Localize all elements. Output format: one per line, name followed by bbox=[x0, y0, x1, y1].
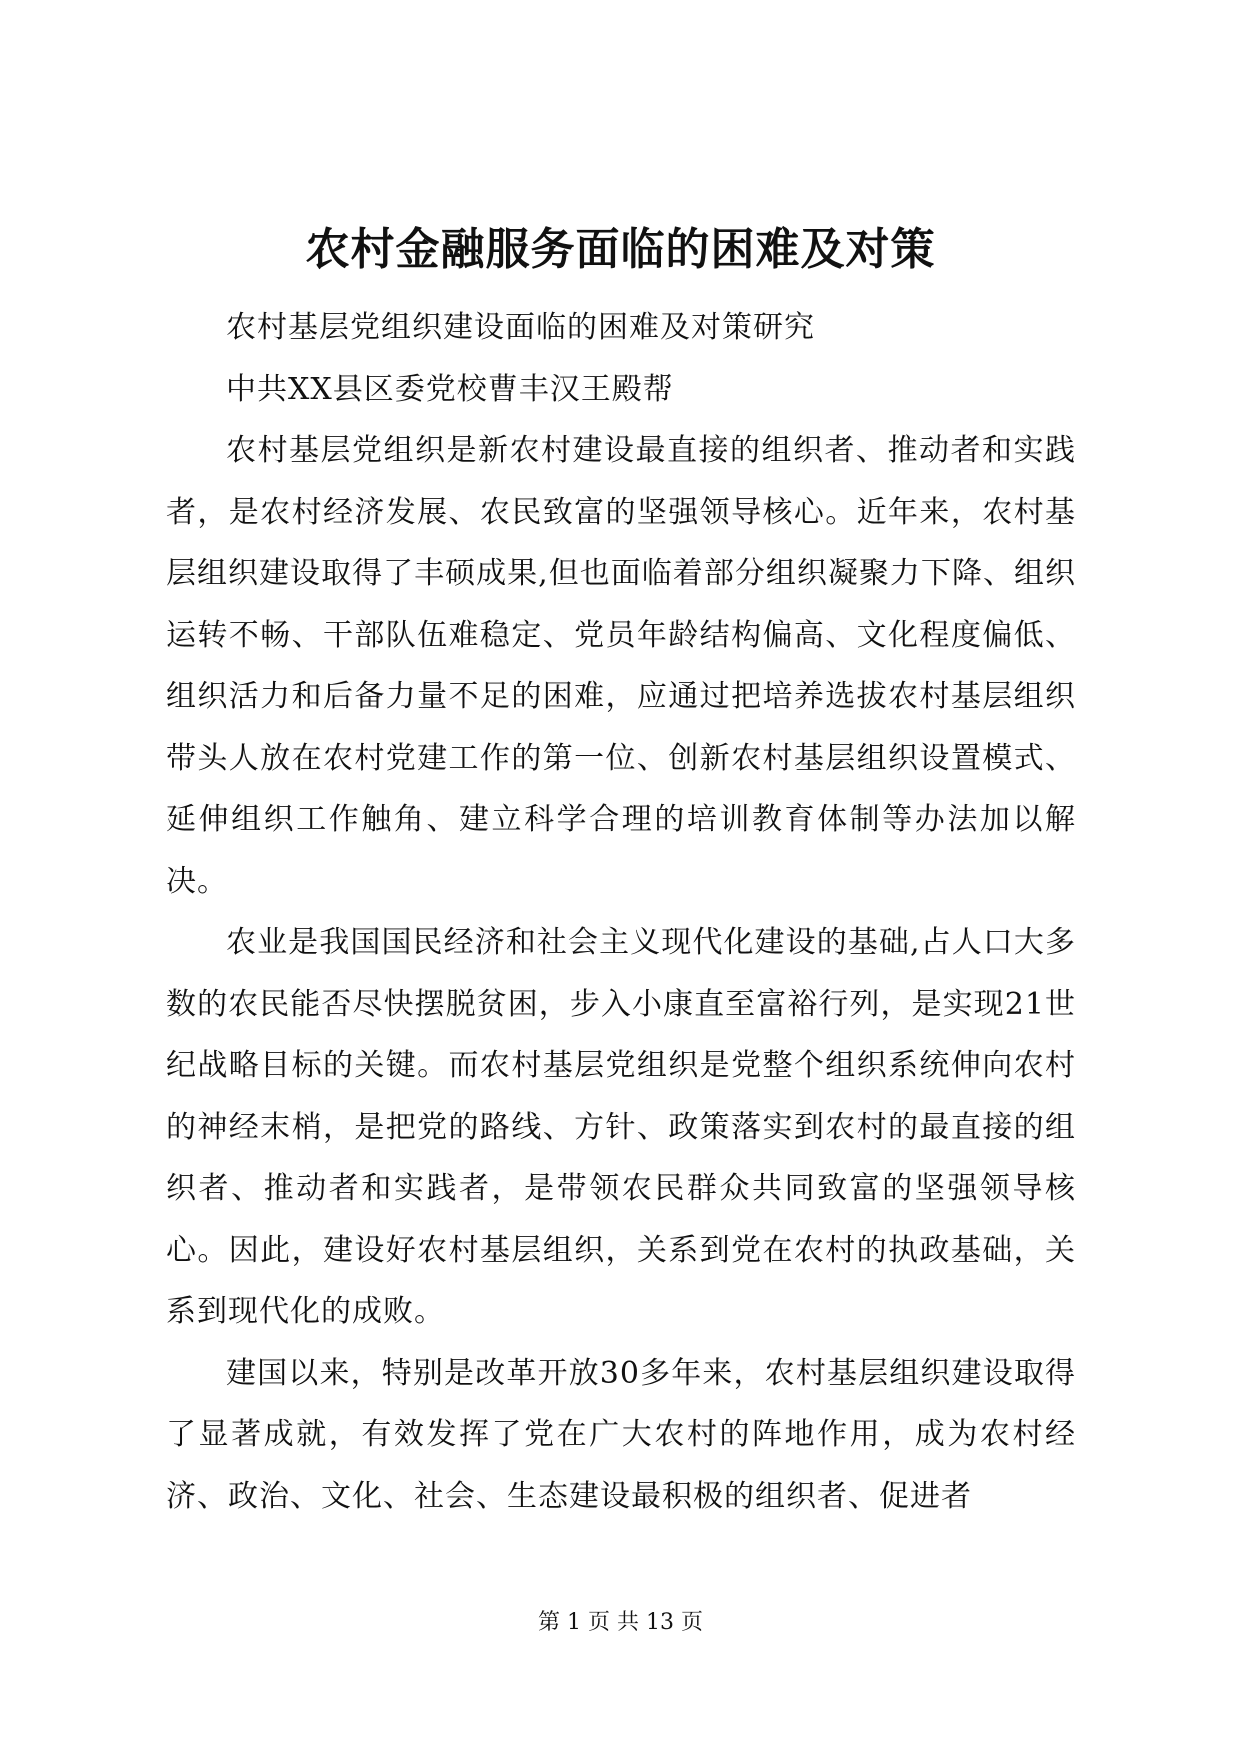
document-body bbox=[166, 297, 1076, 1527]
body-paragraph: 农村基层党组织是新农村建设最直接的组织者、推动者和实践者，是农村经济发展、农民致富的坚强领导核心。近年来，农村基层组织建设取得了丰硕成果,但也面临着部分组织凝聚力下降、组织运转不畅、干部队伍难稳定、党员年龄结构偏高、文化程度偏低、组织活力和后备力量不足的困难，应通过把培养选拔农村基层组织带头人放在农村党建工作的第一位、创新农村基层组织设置模式、延伸组织工作触角、建立科学合理的培训教育体制等办法加以解决。 bbox=[166, 433, 1076, 899]
body-paragraph: 农业是我国国民经济和社会主义现代化建设的基础,占人口大多数的农民能否尽快摆脱贫困，步入小康直至富裕行列，是实现21世纪战略目标的关键。而农村基层党组织是党整个组织系统伸向农村的神经末梢，是把党的路线、方针、政策落实到农村的最直接的组织者、推动者和实践者，是带领农民群众共同致富的坚强领导核心。因此，建设好农村基层组织，关系到党在农村的执政基础，关系到现代化的成败。 bbox=[166, 925, 1076, 1329]
body-paragraph: 建国以来，特别是改革开放30多年来，农村基层组织建设取得了显著成就，有效发挥了党在广大农村的阵地作用，成为农村经济、政治、文化、社会、生态建设最积极的组织者、促进者 bbox=[166, 1355, 1076, 1514]
document-title: 农村金融服务面临的困难及对策 bbox=[305, 224, 936, 275]
author-paragraph: 中共XX县区委党校曹丰汉王殿帮 bbox=[226, 371, 674, 407]
page-footer: 第 1 页 共 13 页 bbox=[538, 1610, 703, 1635]
subtitle-paragraph: 农村基层党组织建设面临的困难及对策研究 bbox=[226, 310, 815, 345]
